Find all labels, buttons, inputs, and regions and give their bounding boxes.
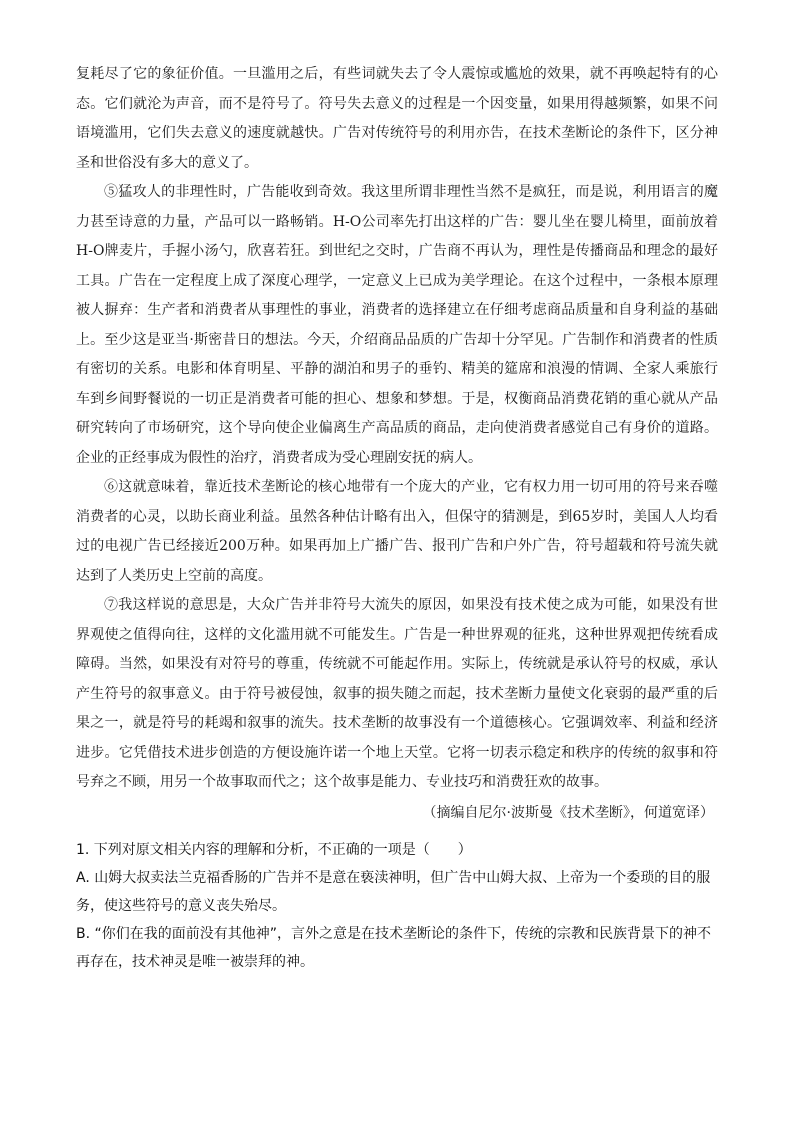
question-1-option-a: A. 山姆大叔卖法兰克福香肠的广告并不是意在亵渎神明，但广告中山姆大叔、上帝为一个委琐的目的服务，使这些符号的意义丧失殆尽。 <box>76 869 711 914</box>
paragraph-continued: 复耗尽了它的象征价值。一旦滥用之后，有些词就失去了令人震惊或尴尬的效果，就不再唤起特有的心态。它们就沦为声音，而不是符号了。符号失去意义的过程是一个因变量，如果用得越频繁，如果不问语境滥用，它们失去意义的速度就越快。广告对传统符号的利用亦告，在技术垄断论的条件下，区分神圣和世俗没有多大的意义了。 <box>76 66 718 171</box>
source-citation: （摘编自尼尔·波斯曼《技术垄断》，何道宽译） <box>422 804 714 821</box>
paragraph-7: ⑦我这样说的意思是，大众广告并非符号大流失的原因，如果没有技术使之成为可能，如果没有世界观使之值得向往，这样的文化滥用就不可能发生。广告是一种世界观的征兆，这种世界观把传统看成障碍。当然，如果没有对符号的尊重，传统就不可能起作用。实际上，传统就是承认符号的权威，承认产生符号的叙事意义。由于符号被侵蚀，叙事的损失随之而起，技术垄断力量使文化衰弱的最严重的后果之一，就是符号的耗竭和叙事的流失。技术垄断的故事没有一个道德核心。它强调效率、利益和经济进步。它凭借技术进步创造的方便设施许诺一个地上天堂。它将一切表示稳定和秩序的传统的叙事和符号弃之不顾，用另一个故事取而代之；这个故事是能力、专业技巧和消费狂欢的故事。 <box>76 597 718 790</box>
paragraph-6: ⑥这就意味着，靠近技术垄断论的核心地带有一个庞大的产业，它有权力用一切可用的符号来吞噬消费者的心灵，以助长商业利益。虽然各种估计略有出入，但保守的猜测是，到65岁时，美国人人均看过的电视广告已经接近200万种。如果再加上广播广告、报刊广告和户外广告，符号超载和符号流失就达到了人类历史上空前的高度。 <box>76 479 718 584</box>
question-block <box>76 836 718 976</box>
question-1-stem: 1. 下列对原文相关内容的理解和分析，不正确的一项是（ ） <box>76 841 472 858</box>
reading-passage <box>76 60 718 798</box>
question-1-option-b: B. “你们在我的面前没有其他神”，言外之意是在技术垄断论的条件下，传统的宗教和民族背景下的神不再存在，技术神灵是唯一被崇拜的神。 <box>76 925 712 970</box>
paragraph-5: ⑤猛攻人的非理性时，广告能收到奇效。我这里所谓非理性当然不是疯狂，而是说，利用语言的魔力甚至诗意的力量，产品可以一路畅销。H-O公司率先打出这样的广告：婴儿坐在婴儿椅里，面前放着H-O牌麦片，手握小汤勺，欣喜若狂。到世纪之交时，广告商不再认为，理性是传播商品和理念的最好工具。广告在一定程度上成了深度心理学，一定意义上已成为美学理论。在这个过程中，一条根本原理被人摒弃：生产者和消费者从事理性的事业，消费者的选择建立在仔细考虑商品质量和自身利益的基础上。至少这是亚当·斯密昔日的想法。今天，介绍商品品质的广告却十分罕见。广告制作和消费者的性质有密切的关系。电影和体育明星、平静的湖泊和男子的垂钓、精美的筵席和浪漫的情调、全家人乘旅行车到乡间野餐说的一切正是消费者可能的担心、想象和梦想。于是，权衡商品消费花销的重心就从产品研究转向了市场研究，这个导向使企业偏离生产高品质的商品，走向使消费者感觉自己有身价的道路。企业的正经事成为假性的治疗，消费者成为受心理剧安抚的病人。 <box>76 184 718 466</box>
